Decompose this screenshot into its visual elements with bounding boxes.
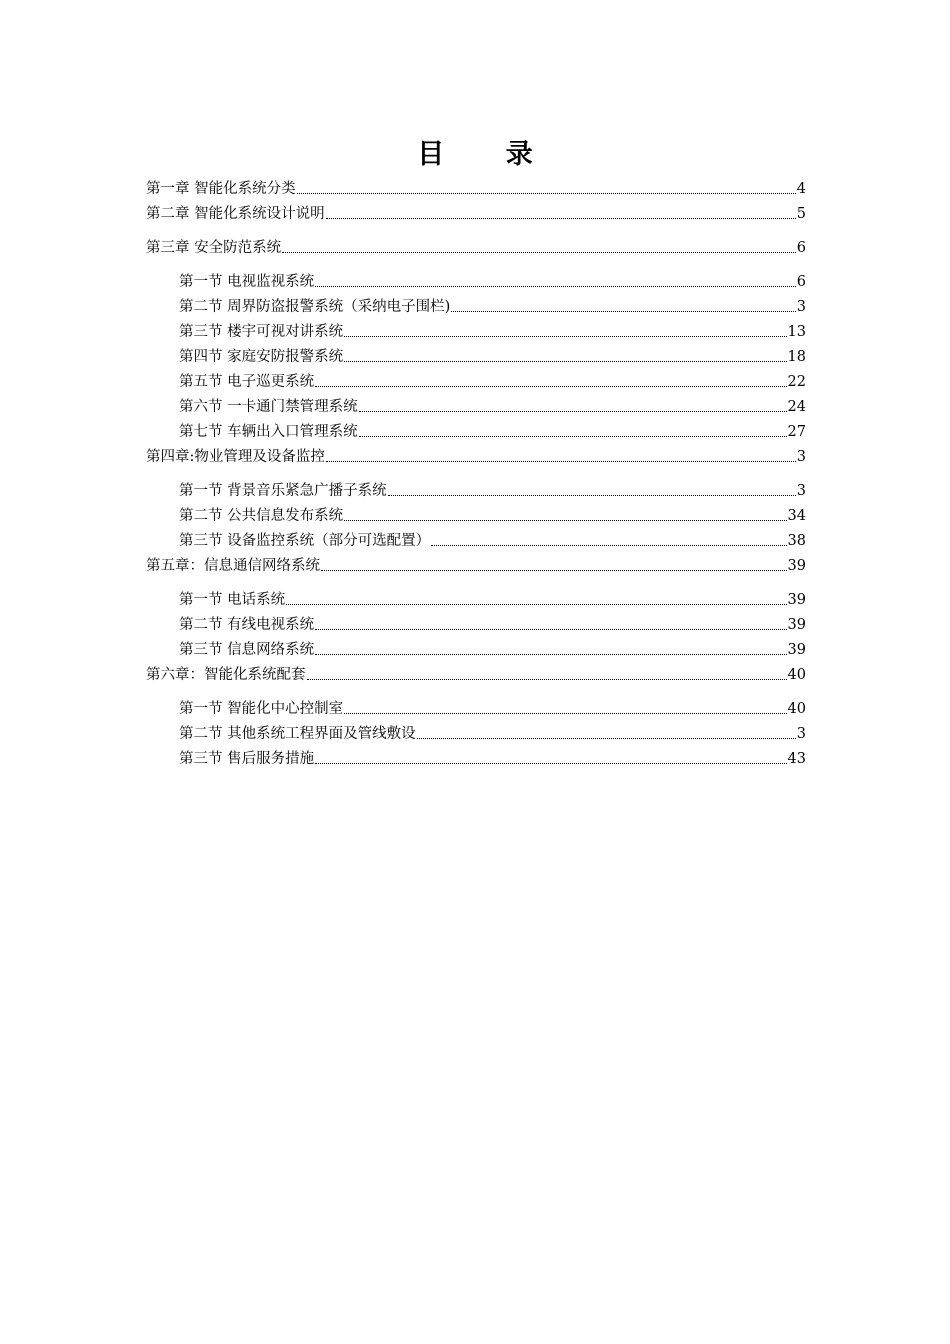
toc-dot-leader xyxy=(315,654,786,655)
toc-section-entry[interactable] xyxy=(146,268,806,293)
toc-dot-leader xyxy=(417,738,796,739)
toc-page-number: 3 xyxy=(796,449,806,465)
toc-section-entry[interactable] xyxy=(146,611,806,636)
toc-page-number: 6 xyxy=(796,274,806,290)
toc-chapter-entry[interactable] xyxy=(146,443,806,468)
toc-dot-leader xyxy=(344,336,786,337)
toc-chapter-entry[interactable] xyxy=(146,234,806,259)
toc-page-number: 13 xyxy=(787,324,806,340)
toc-section-entry[interactable] xyxy=(146,502,806,527)
toc-entry-label: 第二节 其他系统工程界面及管线敷设 xyxy=(179,726,416,742)
toc-page-number: 43 xyxy=(787,751,806,767)
toc-page-number: 18 xyxy=(787,349,806,365)
toc-section-entry[interactable] xyxy=(146,695,806,720)
toc-entry-label: 第二节 周界防盗报警系统（采纳电子围栏) xyxy=(179,299,451,315)
toc-entry-label: 第三节 信息网络系统 xyxy=(179,642,315,658)
toc-dot-leader xyxy=(326,218,796,219)
toc-dot-leader xyxy=(344,361,786,362)
toc-page-number: 27 xyxy=(787,424,806,440)
toc-page-number: 3 xyxy=(796,726,806,742)
toc-entry-label: 第六节 一卡通门禁管理系统 xyxy=(179,399,358,415)
toc-chapter-entry[interactable] xyxy=(146,552,806,577)
toc-entry-label: 第三节 楼宇可视对讲系统 xyxy=(179,324,344,340)
toc-entry-label: 第二节 有线电视系统 xyxy=(179,617,315,633)
toc-page-number: 3 xyxy=(796,299,806,315)
toc-entry-label: 第五章：信息通信网络系统 xyxy=(146,558,320,574)
toc-entry-label: 第七节 车辆出入口管理系统 xyxy=(179,424,358,440)
toc-dot-leader xyxy=(315,763,786,764)
toc-chapter-entry[interactable] xyxy=(146,200,806,225)
toc-dot-leader xyxy=(315,629,786,630)
toc-entry-label: 第四章:物业管理及设备监控 xyxy=(146,449,325,465)
toc-section-entry[interactable] xyxy=(146,636,806,661)
toc-entry-label: 第三节 设备监控系统（部分可选配置） xyxy=(179,533,431,549)
toc-section-entry[interactable] xyxy=(146,720,806,745)
toc-dot-leader xyxy=(431,545,786,546)
toc-dot-leader xyxy=(344,713,786,714)
toc-entry-label: 第五节 电子巡更系统 xyxy=(179,374,315,390)
toc-page-number: 34 xyxy=(787,508,806,524)
toc-page-number: 39 xyxy=(787,558,806,574)
toc-page-number: 40 xyxy=(787,667,806,683)
toc-page-number: 24 xyxy=(787,399,806,415)
toc-dot-leader xyxy=(307,679,787,680)
toc-section-entry[interactable] xyxy=(146,393,806,418)
toc-entry-label: 第一节 电话系统 xyxy=(179,592,286,608)
toc-dot-leader xyxy=(286,604,786,605)
toc-dot-leader xyxy=(359,436,787,437)
toc-dot-leader xyxy=(297,193,796,194)
toc-page-number: 4 xyxy=(796,181,806,197)
toc-page-number: 22 xyxy=(787,374,806,390)
toc-dot-leader xyxy=(315,386,786,387)
toc-section-entry[interactable] xyxy=(146,418,806,443)
toc-section-entry[interactable] xyxy=(146,527,806,552)
toc-entry-label: 第二节 公共信息发布系统 xyxy=(179,508,344,524)
toc-section-entry[interactable] xyxy=(146,293,806,318)
toc-section-entry[interactable] xyxy=(146,586,806,611)
toc-entry-label: 第三章 安全防范系统 xyxy=(146,240,282,256)
toc-section-entry[interactable] xyxy=(146,477,806,502)
toc-dot-leader xyxy=(321,570,787,571)
toc-dot-leader xyxy=(282,252,796,253)
toc-page-number: 39 xyxy=(787,617,806,633)
toc-page-number: 39 xyxy=(787,592,806,608)
toc-entry-label: 第三节 售后服务措施 xyxy=(179,751,315,767)
toc-section-entry[interactable] xyxy=(146,368,806,393)
toc-section-entry[interactable] xyxy=(146,745,806,770)
toc-dot-leader xyxy=(359,411,787,412)
toc-entry-label: 第一节 电视监视系统 xyxy=(179,274,315,290)
toc-page-number: 40 xyxy=(787,701,806,717)
toc-entry-label: 第一节 背景音乐紧急广播子系统 xyxy=(179,483,387,499)
toc-dot-leader xyxy=(315,286,796,287)
toc-page-number: 5 xyxy=(796,206,806,222)
toc-dot-leader xyxy=(344,520,786,521)
toc-chapter-entry[interactable] xyxy=(146,175,806,200)
toc-dot-leader xyxy=(451,311,796,312)
toc-dot-leader xyxy=(388,495,796,496)
toc-page-number: 6 xyxy=(796,240,806,256)
toc-entry-label: 第一节 智能化中心控制室 xyxy=(179,701,344,717)
toc-entry-label: 第六章：智能化系统配套 xyxy=(146,667,306,683)
toc-list xyxy=(146,175,806,770)
toc-entry-label: 第二章 智能化系统设计说明 xyxy=(146,206,325,222)
toc-page-number: 38 xyxy=(787,533,806,549)
toc-dot-leader xyxy=(326,461,796,462)
toc-page-number: 39 xyxy=(787,642,806,658)
toc-title: 目 录 xyxy=(417,139,559,170)
toc-chapter-entry[interactable] xyxy=(146,661,806,686)
toc-page-number: 3 xyxy=(796,483,806,499)
toc-section-entry[interactable] xyxy=(146,318,806,343)
toc-entry-label: 第四节 家庭安防报警系统 xyxy=(179,349,344,365)
toc-section-entry[interactable] xyxy=(146,343,806,368)
toc-entry-label: 第一章 智能化系统分类 xyxy=(146,181,296,197)
